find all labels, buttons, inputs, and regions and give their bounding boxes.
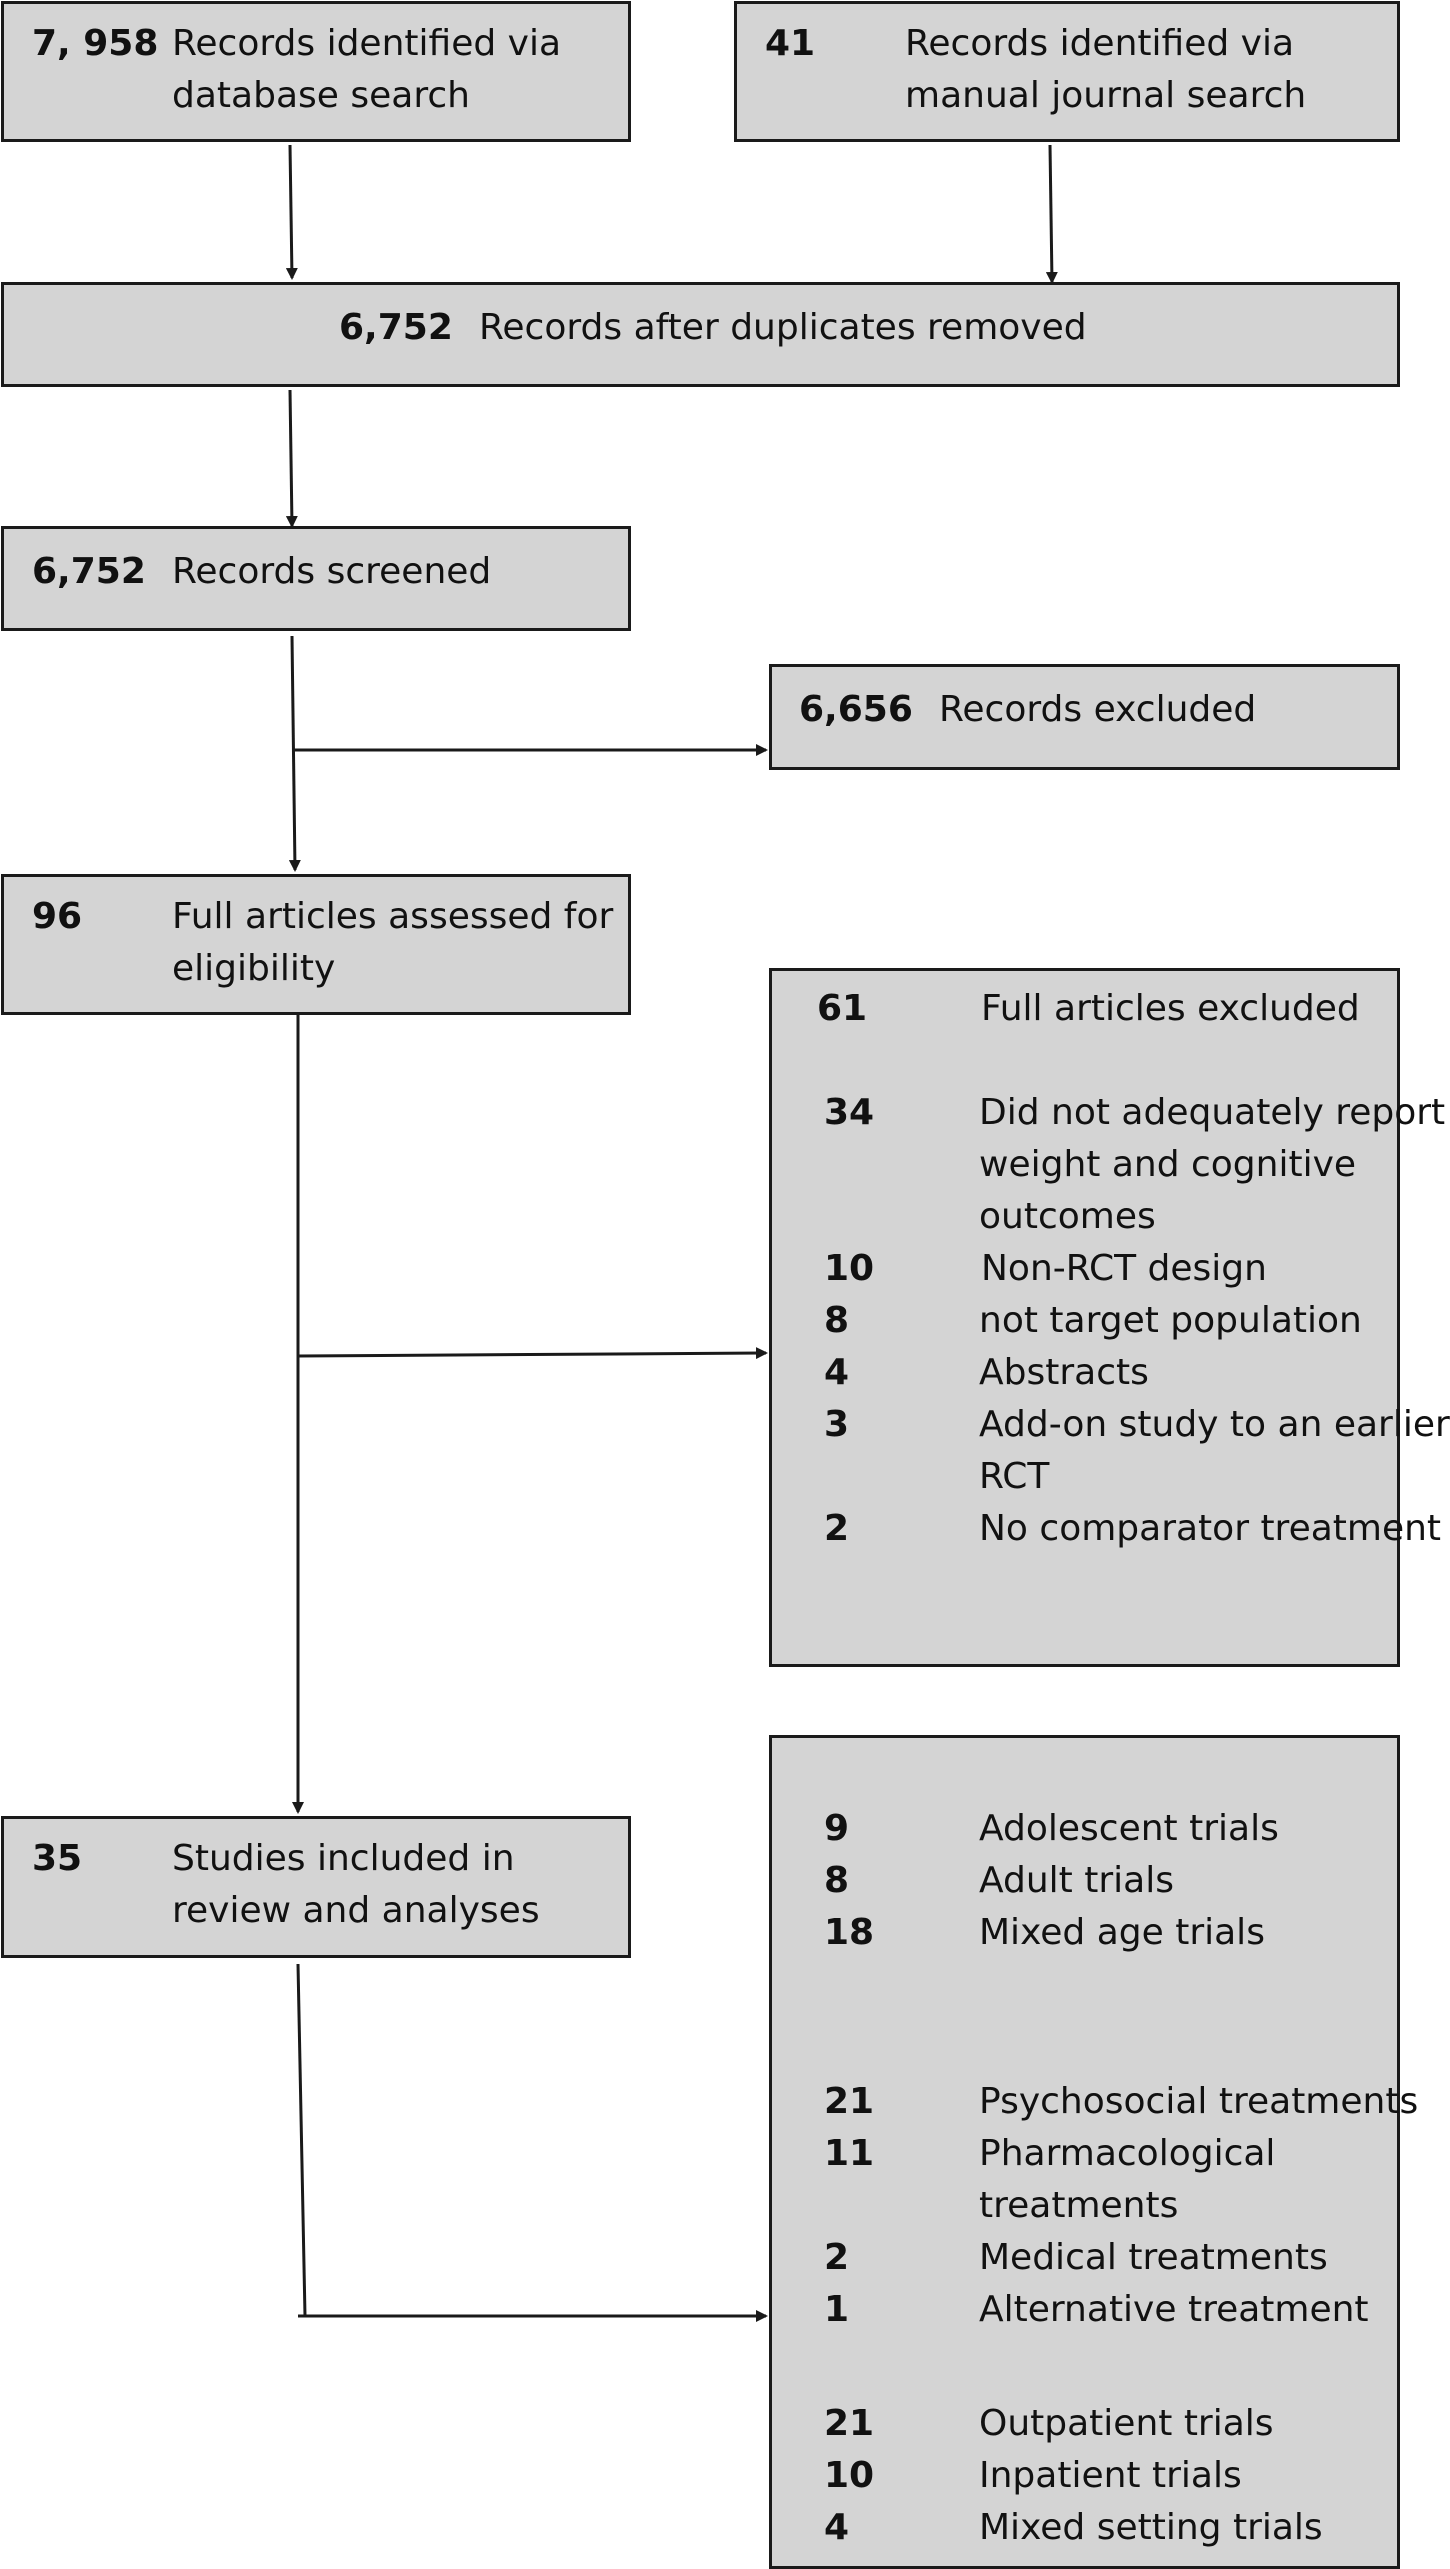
- age-label: Adolescent trials: [979, 1808, 1279, 1849]
- screened-label: Records screened: [172, 551, 492, 592]
- age-label: Mixed age trials: [979, 1912, 1265, 1953]
- duplicates-count: 6,752: [339, 307, 453, 348]
- reason-label-line1: Abstracts: [979, 1352, 1149, 1393]
- treatment-label-line1: Alternative treatment: [979, 2289, 1369, 2330]
- connector-included-down: [298, 1964, 305, 2316]
- reason-label-line3: outcomes: [979, 1196, 1156, 1237]
- setting-label: Outpatient trials: [979, 2403, 1274, 2444]
- included-breakdown-box: [769, 1735, 1419, 2569]
- database-label-line1: Records identified via: [172, 23, 562, 64]
- excluded-label: Records excluded: [939, 689, 1257, 730]
- reason-label-line1: Non-RCT design: [981, 1248, 1267, 1289]
- treatment-label-line2: treatments: [979, 2185, 1179, 2226]
- reason-label-line1: Did not adequately report: [979, 1092, 1446, 1133]
- reason-label-line1: not target population: [979, 1300, 1362, 1341]
- reason-count: 4: [824, 1352, 850, 1393]
- included-label-line2: review and analyses: [172, 1890, 540, 1931]
- treatment-label-line1: Psychosocial treatments: [979, 2081, 1419, 2122]
- reason-count: 34: [824, 1092, 875, 1133]
- reason-label-line1: No comparator treatment: [979, 1508, 1442, 1549]
- database-count: 7, 958: [32, 23, 159, 64]
- full-excluded-label: Full articles excluded: [981, 988, 1360, 1029]
- setting-label: Inpatient trials: [979, 2455, 1242, 2496]
- treatment-count: 1: [824, 2289, 850, 2330]
- reason-count: 2: [824, 1508, 850, 1549]
- included-label-line1: Studies included in: [172, 1838, 515, 1879]
- eligibility-label-line2: eligibility: [172, 948, 336, 989]
- treatment-label-line1: Pharmacological: [979, 2133, 1276, 2174]
- reason-count: 8: [824, 1300, 850, 1341]
- setting-count: 10: [824, 2455, 875, 2496]
- age-label: Adult trials: [979, 1860, 1174, 1901]
- age-count: 18: [824, 1912, 875, 1953]
- studies-included-box: [1, 1816, 631, 1958]
- manual-search-box: [734, 1, 1400, 142]
- duplicates-label: Records after duplicates removed: [479, 307, 1087, 348]
- reason-count: 10: [824, 1248, 875, 1289]
- age-count: 9: [824, 1808, 850, 1849]
- database-label-line2: database search: [172, 75, 470, 116]
- reason-label-line2: weight and cognitive: [979, 1144, 1357, 1185]
- treatment-count: 11: [824, 2133, 875, 2174]
- arrow-duplicates-to-screened: [290, 390, 292, 526]
- eligibility-box: [1, 874, 631, 1015]
- treatment-label-line1: Medical treatments: [979, 2237, 1328, 2278]
- reason-label-line2: RCT: [979, 1456, 1050, 1497]
- treatment-count: 21: [824, 2081, 875, 2122]
- records-screened-box: [1, 526, 631, 631]
- eligibility-count: 96: [32, 896, 83, 937]
- full-articles-excluded-box: [769, 968, 1450, 1667]
- eligibility-label-line1: Full articles assessed for: [172, 896, 614, 937]
- duplicates-removed-box: [1, 282, 1400, 387]
- arrow-database-to-duplicates: [290, 145, 292, 278]
- setting-count: 21: [824, 2403, 875, 2444]
- arrow-manual-to-duplicates: [1050, 145, 1052, 282]
- treatment-count: 2: [824, 2237, 850, 2278]
- arrow-screened-to-eligibility: [292, 636, 295, 870]
- excluded-count: 6,656: [799, 689, 913, 730]
- included-count: 35: [32, 1838, 83, 1879]
- records-excluded-box: [769, 664, 1400, 770]
- manual-count: 41: [765, 23, 816, 64]
- setting-count: 4: [824, 2507, 850, 2548]
- age-count: 8: [824, 1860, 850, 1901]
- manual-label-line2: manual journal search: [905, 75, 1307, 116]
- arrow-to-full-excluded: [298, 1353, 766, 1356]
- reason-label-line1: Add-on study to an earlier: [979, 1404, 1450, 1445]
- full-excluded-count: 61: [817, 988, 868, 1029]
- screened-count: 6,752: [32, 551, 146, 592]
- reason-count: 3: [824, 1404, 850, 1445]
- manual-label-line1: Records identified via: [905, 23, 1295, 64]
- database-search-box: [1, 1, 631, 142]
- setting-label: Mixed setting trials: [979, 2507, 1323, 2548]
